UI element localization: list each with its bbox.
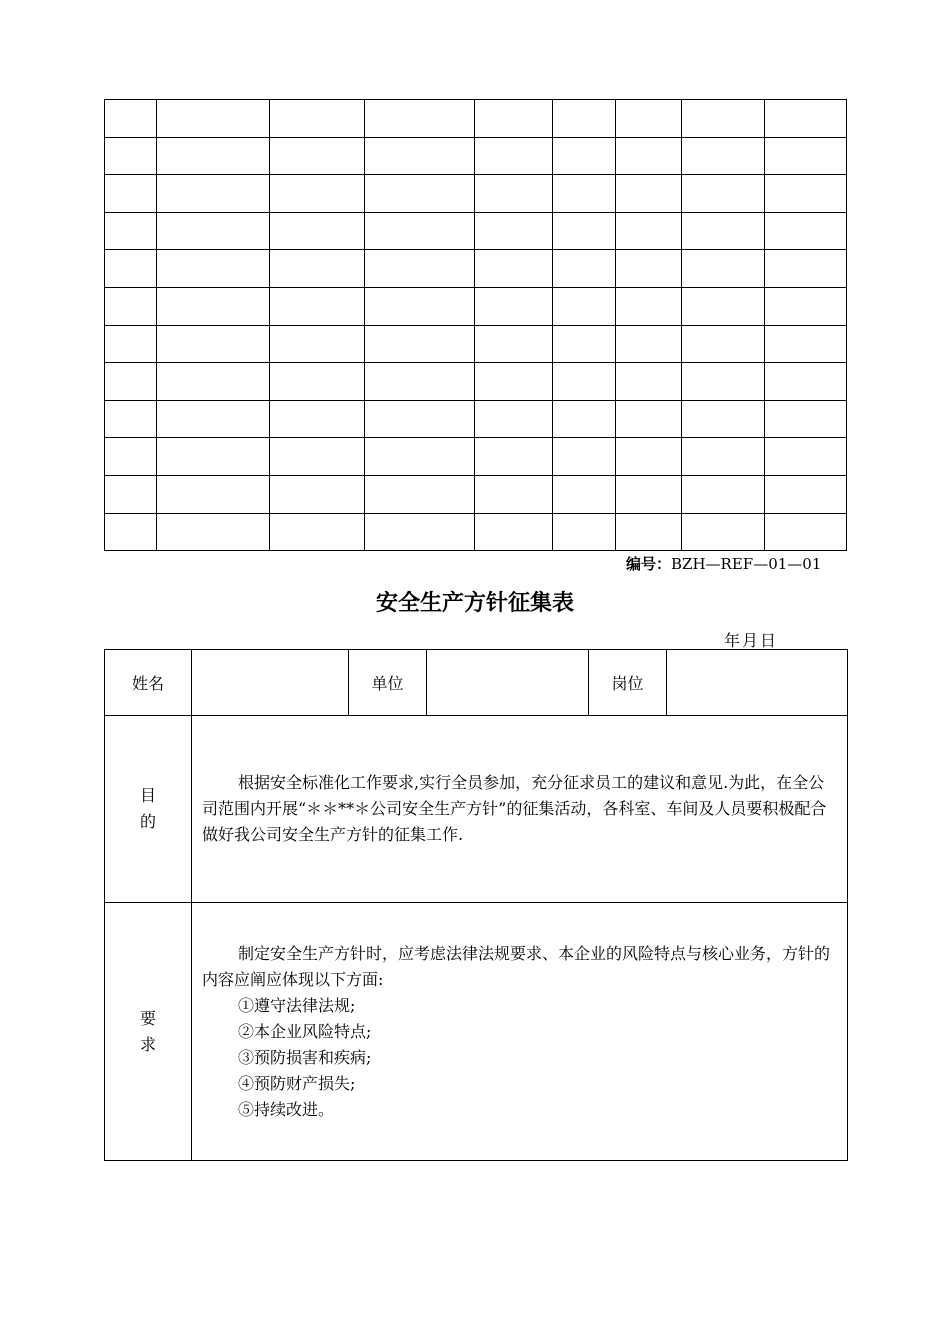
grid-cell[interactable] [553, 438, 616, 476]
grid-cell[interactable] [765, 513, 847, 551]
grid-cell[interactable] [765, 287, 847, 325]
grid-cell[interactable] [553, 513, 616, 551]
grid-cell[interactable] [105, 287, 157, 325]
grid-cell[interactable] [157, 363, 270, 401]
purpose-label-char-1: 目 [139, 786, 156, 805]
purpose-label-char-2: 的 [139, 812, 156, 831]
grid-cell[interactable] [616, 287, 682, 325]
grid-cell[interactable] [365, 363, 475, 401]
grid-cell[interactable] [270, 475, 365, 513]
grid-cell[interactable] [365, 175, 475, 213]
grid-row [105, 250, 847, 288]
post-field[interactable] [667, 650, 848, 716]
requirements-label [105, 903, 192, 1161]
grid-row [105, 175, 847, 213]
grid-cell[interactable] [365, 137, 475, 175]
purpose-label [105, 716, 192, 903]
grid-cell[interactable] [270, 363, 365, 401]
grid-cell[interactable] [553, 325, 616, 363]
requirement-item: ②本企业风险特点; [238, 1021, 372, 1041]
requirements-content [192, 903, 848, 1161]
grid-cell[interactable] [105, 438, 157, 476]
grid-cell[interactable] [616, 325, 682, 363]
grid-cell[interactable] [765, 400, 847, 438]
grid-cell[interactable] [270, 513, 365, 551]
document-number-value: BZH—REF—01—01 [671, 555, 822, 573]
grid-cell[interactable] [270, 100, 365, 138]
grid-row [105, 287, 847, 325]
grid-cell[interactable] [365, 438, 475, 476]
grid-cell[interactable] [682, 513, 765, 551]
grid-cell[interactable] [475, 100, 553, 138]
grid-cell[interactable] [157, 137, 270, 175]
form-title: 安全生产方针征集表 [375, 591, 574, 616]
grid-cell[interactable] [105, 475, 157, 513]
grid-row [105, 438, 847, 476]
requirement-item: ③预防损害和疾病; [238, 1047, 372, 1067]
grid-cell[interactable] [270, 325, 365, 363]
grid-cell[interactable] [157, 475, 270, 513]
date-line: 年月日 [724, 631, 779, 650]
grid-cell[interactable] [765, 475, 847, 513]
grid-row [105, 363, 847, 401]
grid-row [105, 212, 847, 250]
grid-row [105, 100, 847, 138]
grid-cell[interactable] [157, 100, 270, 138]
grid-cell[interactable] [157, 438, 270, 476]
grid-cell[interactable] [475, 400, 553, 438]
grid-cell[interactable] [765, 325, 847, 363]
grid-cell[interactable] [765, 250, 847, 288]
grid-cell[interactable] [765, 137, 847, 175]
grid-cell[interactable] [682, 250, 765, 288]
grid-cell[interactable] [475, 363, 553, 401]
grid-cell[interactable] [365, 513, 475, 551]
requirements-label-char-1: 要 [139, 1008, 156, 1028]
grid-cell[interactable] [616, 438, 682, 476]
requirement-item: ①遵守法律法规; [238, 995, 356, 1015]
grid-cell[interactable] [553, 475, 616, 513]
name-label: 姓名 [105, 650, 192, 716]
grid-cell[interactable] [616, 475, 682, 513]
grid-cell[interactable] [105, 400, 157, 438]
grid-cell[interactable] [475, 325, 553, 363]
grid-cell[interactable] [553, 363, 616, 401]
grid-cell[interactable] [553, 250, 616, 288]
grid-cell[interactable] [682, 400, 765, 438]
grid-cell[interactable] [765, 212, 847, 250]
grid-cell[interactable] [105, 212, 157, 250]
grid-cell[interactable] [475, 438, 553, 476]
grid-cell[interactable] [616, 400, 682, 438]
grid-cell[interactable] [270, 137, 365, 175]
unit-label: 单位 [349, 650, 427, 716]
grid-cell[interactable] [270, 438, 365, 476]
grid-cell[interactable] [616, 175, 682, 213]
requirement-item: ⑤持续改进。 [238, 1099, 335, 1119]
grid-cell[interactable] [765, 438, 847, 476]
name-field[interactable] [192, 650, 349, 716]
grid-row [105, 325, 847, 363]
grid-cell[interactable] [475, 137, 553, 175]
grid-cell[interactable] [682, 287, 765, 325]
purpose-text: 根据安全标准化工作要求,实行全员参加，充分征求员工的建议和意见.为此，在全公司范围内开展“＊＊**＊公司安全生产方针”的征集活动，各科室、车间及人员要积极配合做好我公司安全生产方针的征集工作. [202, 773, 827, 844]
post-label: 岗位 [589, 650, 667, 716]
grid-cell[interactable] [553, 175, 616, 213]
grid-cell[interactable] [475, 475, 553, 513]
grid-cell[interactable] [105, 250, 157, 288]
grid-cell[interactable] [553, 100, 616, 138]
grid-cell[interactable] [682, 475, 765, 513]
grid-cell[interactable] [475, 513, 553, 551]
grid-cell[interactable] [365, 250, 475, 288]
grid-cell[interactable] [157, 325, 270, 363]
requirements-intro: 制定安全生产方针时，应考虑法律法规要求、本企业的风险特点与核心业务，方针的内容应阐应体现以下方面: [202, 943, 831, 989]
grid-cell[interactable] [270, 212, 365, 250]
grid-cell[interactable] [475, 287, 553, 325]
grid-row [105, 137, 847, 175]
blank-grid-table [104, 99, 847, 551]
grid-cell[interactable] [475, 250, 553, 288]
grid-cell[interactable] [157, 250, 270, 288]
grid-cell[interactable] [765, 175, 847, 213]
grid-cell[interactable] [682, 137, 765, 175]
grid-cell[interactable] [616, 513, 682, 551]
grid-cell[interactable] [682, 325, 765, 363]
grid-cell[interactable] [105, 325, 157, 363]
unit-field[interactable] [427, 650, 589, 716]
grid-cell[interactable] [365, 400, 475, 438]
grid-cell[interactable] [616, 363, 682, 401]
blank-grid-body [105, 100, 847, 551]
grid-cell[interactable] [616, 212, 682, 250]
grid-cell[interactable] [157, 400, 270, 438]
grid-cell[interactable] [475, 175, 553, 213]
grid-cell[interactable] [365, 475, 475, 513]
grid-cell[interactable] [157, 513, 270, 551]
grid-cell[interactable] [682, 438, 765, 476]
grid-cell[interactable] [553, 287, 616, 325]
grid-row [105, 400, 847, 438]
document-number [626, 553, 821, 574]
grid-cell[interactable] [682, 100, 765, 138]
grid-cell[interactable] [105, 513, 157, 551]
requirements-row [105, 903, 848, 1161]
grid-cell[interactable] [682, 363, 765, 401]
grid-cell[interactable] [616, 100, 682, 138]
grid-cell[interactable] [270, 400, 365, 438]
form-header-row [105, 650, 848, 716]
collection-form [104, 649, 848, 1161]
grid-cell[interactable] [616, 137, 682, 175]
grid-cell[interactable] [765, 100, 847, 138]
grid-cell[interactable] [157, 175, 270, 213]
document-number-label: 编号： [626, 555, 672, 573]
grid-cell[interactable] [365, 100, 475, 138]
grid-cell[interactable] [475, 212, 553, 250]
grid-cell[interactable] [553, 400, 616, 438]
grid-cell[interactable] [365, 325, 475, 363]
grid-row [105, 513, 847, 551]
requirement-item: ④预防财产损失; [238, 1073, 356, 1093]
grid-cell[interactable] [105, 175, 157, 213]
grid-cell[interactable] [553, 137, 616, 175]
purpose-row [105, 716, 848, 903]
grid-cell[interactable] [553, 212, 616, 250]
grid-cell[interactable] [616, 250, 682, 288]
requirements-label-char-2: 求 [139, 1034, 156, 1054]
grid-cell[interactable] [270, 287, 365, 325]
grid-cell[interactable] [682, 212, 765, 250]
grid-row [105, 475, 847, 513]
grid-cell[interactable] [105, 137, 157, 175]
grid-cell[interactable] [157, 287, 270, 325]
grid-cell[interactable] [765, 363, 847, 401]
grid-cell[interactable] [157, 212, 270, 250]
grid-cell[interactable] [270, 250, 365, 288]
grid-cell[interactable] [270, 175, 365, 213]
grid-cell[interactable] [105, 363, 157, 401]
purpose-content [192, 716, 848, 903]
grid-cell[interactable] [105, 100, 157, 138]
grid-cell[interactable] [365, 212, 475, 250]
grid-cell[interactable] [365, 287, 475, 325]
grid-cell[interactable] [682, 175, 765, 213]
